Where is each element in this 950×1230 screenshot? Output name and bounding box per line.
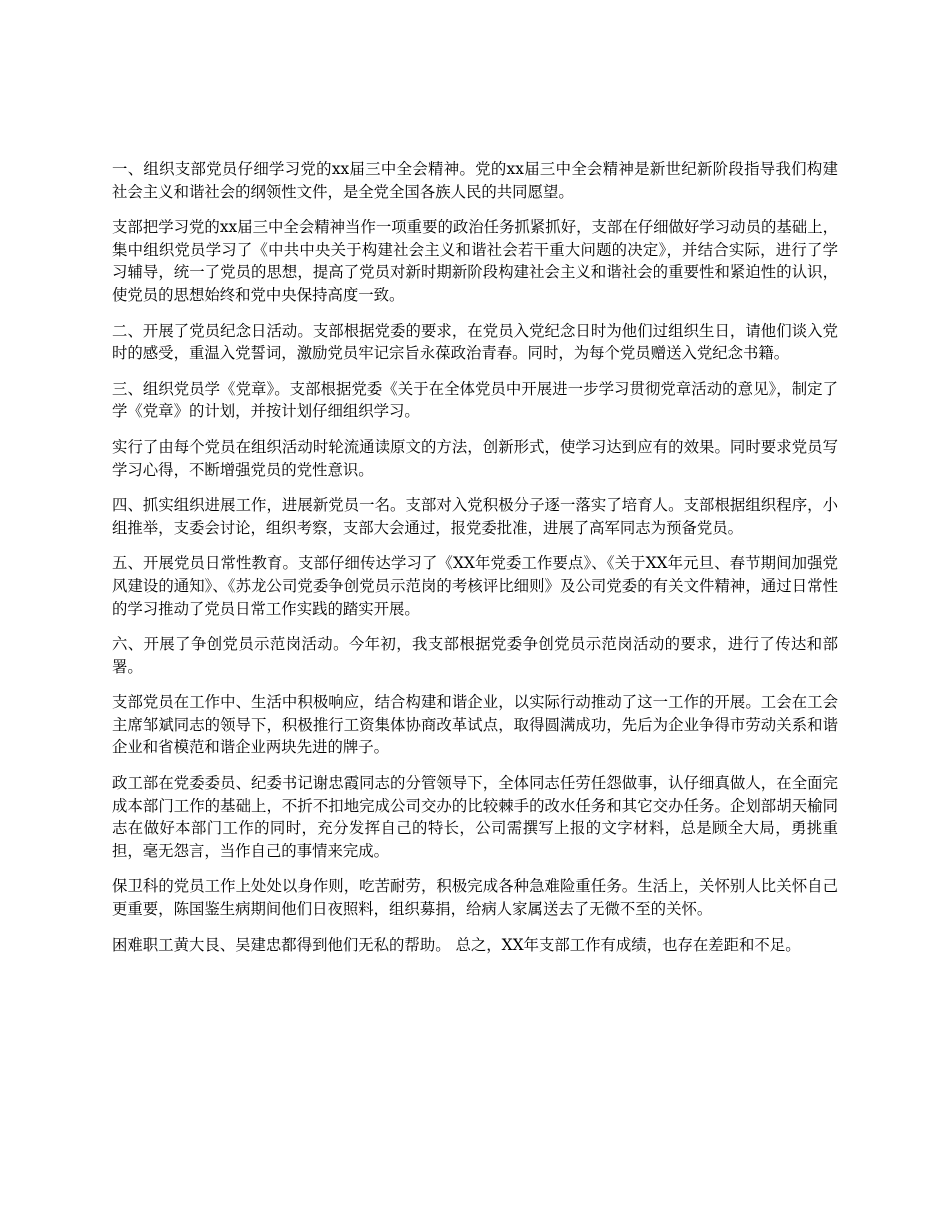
paragraph-9: 支部党员在工作中、生活中积极响应，结合构建和谐企业，以实际行动推动了这一工作的开展。工会在工会主席邹斌同志的领导下，积极推行工资集体协商改革试点，取得圆满成功，先后为企业争得市劳动关系和谐企业和省模范和谐企业两块先进的牌子。 — [112, 693, 838, 757]
paragraph-8: 六、开展了争创党员示范岗活动。今年初，我支部根据党委争创党员示范岗活动的要求，进行了传达和部署。 — [112, 635, 838, 676]
paragraph-2: 支部把学习党的xx届三中全会精神当作一项重要的政治任务抓紧抓好，支部在仔细做好学习动员的基础上，集中组织党员学习了《中共中央关于构建社会主义和谐社会若干重大问题的决定》，并结合实际，进行了学习辅导，统一了党员的思想，提高了党员对新时期新阶段构建社会主义和谐社会的重要性和紧迫性的认识，使党员的思想始终和党中央保持高度一致。 — [112, 218, 838, 304]
paragraph-10: 政工部在党委委员、纪委书记谢忠霞同志的分管领导下，全体同志任劳任怨做事，认仔细真做人，在全面完成本部门工作的基础上，不折不扣地完成公司交办的比较棘手的改水任务和其它交办任务。企划部胡天榆同志在做好本部门工作的同时，充分发挥自己的特长，公司需撰写上报的文字材料，总是顾全大局，勇挑重担，毫无怨言，当作自己的事情来完成。 — [112, 774, 838, 860]
paragraph-11: 保卫科的党员工作上处处以身作则，吃苦耐劳，积极完成各种急难险重任务。生活上，关怀别人比关怀自己更重要，陈国鉴生病期间他们日夜照料，组织募捐，给病人家属送去了无微不至的关怀。 — [112, 877, 838, 919]
paragraph-4: 三、组织党员学《党章》。支部根据党委《关于在全体党员中开展进一步学习贯彻党章活动的意见》，制定了学《党章》的计划，并按计划仔细组织学习。 — [112, 379, 838, 421]
paragraph-5: 实行了由每个党员在组织活动时轮流通读原文的方法，创新形式，使学习达到应有的效果。同时要求党员写学习心得，不断增强党员的党性意识。 — [112, 437, 838, 479]
paragraph-12: 困难职工黄大艮、吴建忠都得到他们无私的帮助。 总之，XX年支部工作有成绩，也存在差距和不足。 — [112, 935, 801, 954]
paragraph-1: 一、组织支部党员仔细学习党的xx届三中全会精神。党的xx届三中全会精神是新世纪新阶段指导我们构建社会主义和谐社会的纲领性文件，是全党全国各族人民的共同愿望。 — [112, 160, 838, 201]
document-body — [112, 158, 838, 969]
paragraph-6: 四、抓实组织进展工作，进展新党员一名。支部对入党积极分子逐一落实了培育人。支部根据组织程序，小组推举，支委会讨论，组织考察，支部大会通过，报党委批准，进展了高军同志为预备党员。 — [112, 496, 838, 537]
paragraph-3: 二、开展了党员纪念日活动。支部根据党委的要求，在党员入党纪念日时为他们过组织生日，请他们谈入党时的感受，重温入党誓词，激励党员牢记宗旨永葆政治青春。同时，为每个党员赠送入党纪念书籍。 — [112, 321, 838, 363]
paragraph-7: 五、开展党员日常性教育。支部仔细传达学习了《XX年党委工作要点》、《关于XX年元旦、春节期间加强党风建设的通知》、《苏龙公司党委争创党员示范岗的考核评比细则》及公司党委的有关文件精神，通过日常性的学习推动了党员日常工作实践的踏实开展。 — [112, 554, 838, 618]
